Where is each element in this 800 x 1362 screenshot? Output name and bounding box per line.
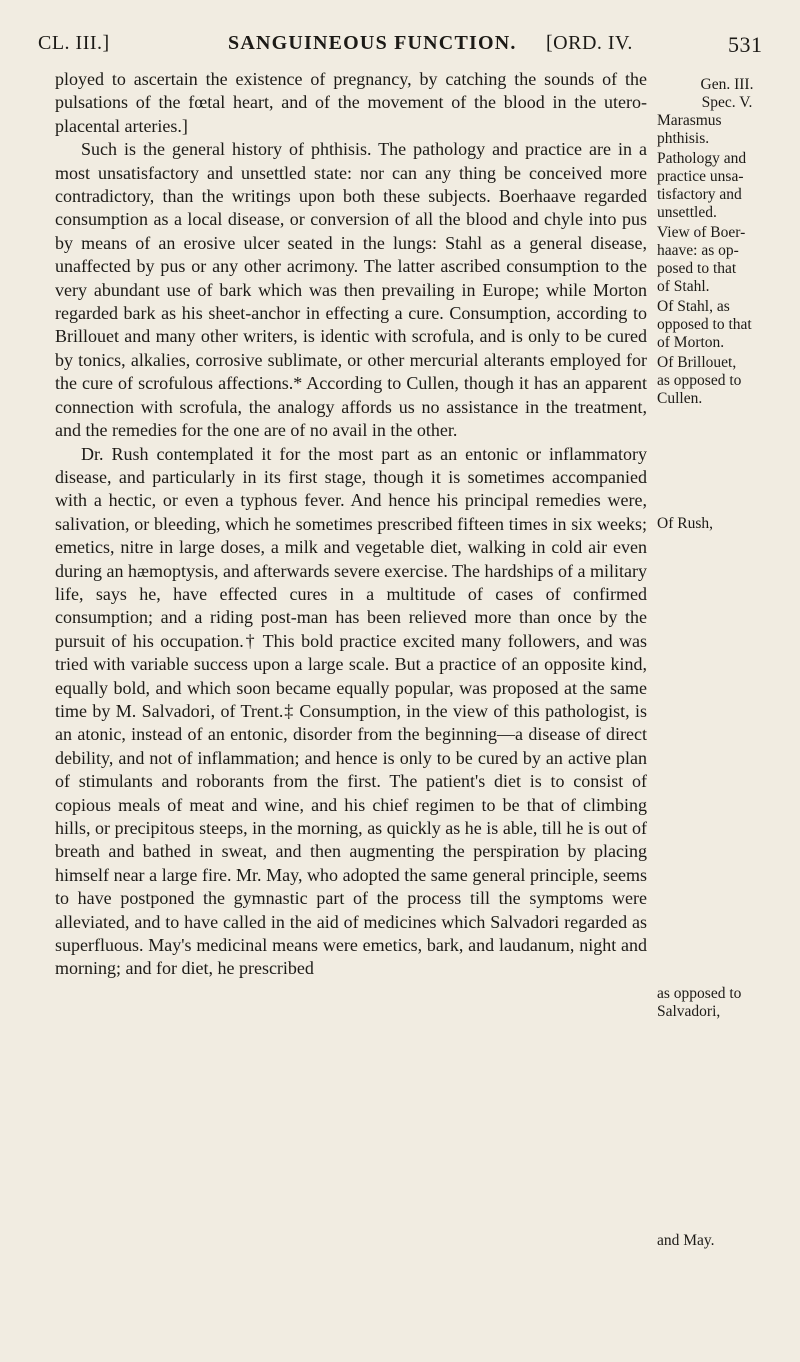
margin-species: Spec. V. — [701, 94, 753, 111]
margin-line: phthisis. — [657, 130, 710, 147]
margin-line: haave: as op- — [657, 242, 739, 259]
margin-line: Of Stahl, as — [657, 298, 730, 315]
paragraph-phthisis-history: Such is the general history of phthisis. The pathology and practice are in a most unsatisfactory and unsettled state: nor can any thing be conceived more contradictory, than the writings upon both these subjects. Boerhaave regarded consumption as a local disease, or conversion of all the blood and chyle into pus by means of an erosive ulcer seated in the lungs: Stahl as a general disease, unaffected by pus or any other acrimony. The latter ascribed consumption to the very abundant use of bark which was then prevailing in Europe; while Morton regarded bark as his sheet-anchor in effecting a cure. Consumption, according to Brillouet and many other writers, is identic with scrofula, and is only to be cured by tonics, alkalies, corrosive sublimate, or other mercurial alterants employed for the cure of scrofulous affections.* According to Cullen, though it has an apparent connection with scrofula, the analogy affords us no assistance in the treatment, and the remedies for the one are of no avail in the other. — [55, 139, 647, 441]
margin-genus: Gen. III. — [700, 76, 754, 93]
paragraph-rush-salvadori: Dr. Rush contemplated it for the most part as an entonic or inflammatory disease, and particularly in its first stage, though it is sometimes accompanied with a hectic, or even a typhous fever. And hence his principal remedies were, salivation, or bleeding, which he sometimes prescribed fifteen times in six weeks; emetics, nitre in large doses, a milk and vegetable diet, walking in cold air even during an hæmoptysis, and afterwards severe exercise. The hardships of a military life, says he, have effected cures in a multitude of cases of confirmed consumption; and a riding post-man has been relieved more than once by the pursuit of his occupation.† This bold practice excited many followers, and was tried with variable success upon a large scale. But a practice of an opposite kind, equally bold, and which soon became equally popular, was proposed at the same time by M. Salvadori, of Trent.‡ Consumption, in the view of this pathologist, is an atonic, instead of an entonic, disorder from the beginning—a disease of direct debility, and not of inflammation; and hence is only to be cured by an active plan of stimulants and roborants from the first. The patient's diet is to consist of copious meals of meat and wine, and his chief regimen to be that of climbing hills, or precipitous steeps, in the morning, as quickly as he is able, till he is out of breath and bathed in sweat, and then augmenting the perspiration by placing himself near a large fire. Mr. May, who adopted the same general principle, seems to have postponed the gymnastic part of the process till the symptoms were alleviated, and to have called in the aid of medicines which Salvadori regarded as superfluous. May's medicinal means were emetics, bark, and laudanum, night and morning; and for diet, he prescribed — [55, 443, 647, 979]
margin-note-rush — [657, 515, 797, 533]
margin-line: unsettled. — [657, 204, 717, 221]
margin-line: Cullen. — [657, 390, 703, 407]
header-title: SANGUINEOUS FUNCTION. — [228, 32, 517, 54]
margin-line: View of Boer- — [657, 224, 746, 241]
margin-line: practice unsa- — [657, 168, 744, 185]
margin-note-may — [657, 1232, 797, 1250]
margin-line: opposed to that — [657, 316, 752, 333]
margin-line: Of Brillouet, — [657, 354, 737, 371]
margin-line: Salvadori, — [657, 1003, 721, 1020]
header-order: [ORD. IV. — [546, 32, 633, 54]
running-header — [38, 20, 778, 60]
margin-line: as opposed to — [657, 372, 742, 389]
header-chapter: CL. III.] — [38, 32, 110, 54]
margin-line: tisfactory and — [657, 186, 742, 203]
margin-line: of Morton. — [657, 334, 725, 351]
page-number: 531 — [728, 32, 763, 57]
margin-note-classification — [657, 76, 797, 408]
paragraph-continuation: ployed to ascertain the existence of pregnancy, by catching the sounds of the pulsations of the fœtal heart, and of the movement of the blood in the utero-placental arteries.] — [55, 69, 647, 136]
margin-line: as opposed to — [657, 985, 742, 1002]
margin-line: Pathology and — [657, 150, 747, 167]
margin-line: of Stahl. — [657, 278, 710, 295]
margin-note-salvadori — [657, 985, 797, 1021]
margin-line: Of Rush, — [657, 515, 713, 532]
margin-line: Marasmus — [657, 112, 722, 129]
main-text — [55, 68, 647, 981]
margin-line: posed to that — [657, 260, 737, 277]
margin-line: and May. — [657, 1232, 715, 1249]
